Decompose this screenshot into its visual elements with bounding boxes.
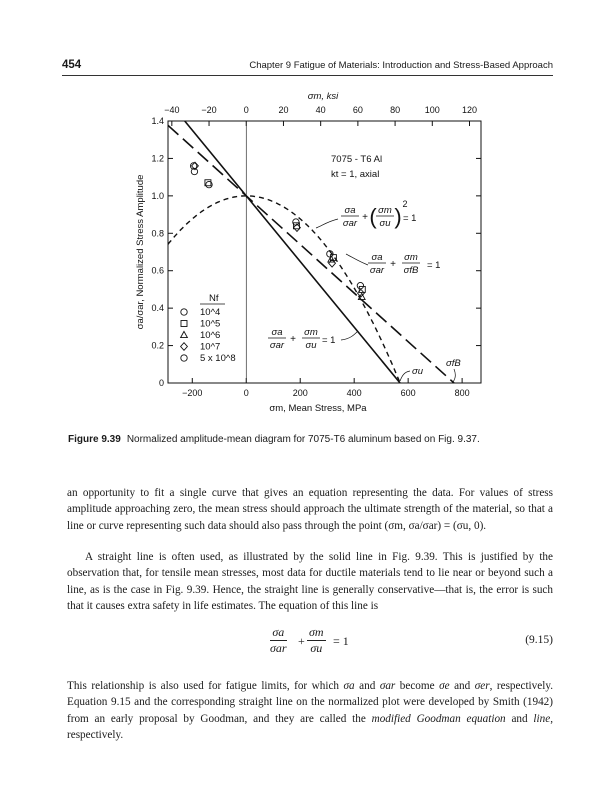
x-tick-label: −200 — [182, 388, 203, 398]
eq-numerator-1: σa — [270, 625, 287, 641]
fraction-amplitude — [270, 625, 287, 656]
x-tick-label: 800 — [454, 388, 470, 398]
legend-marker-square — [181, 321, 187, 327]
x-axis-label: σm, Mean Stress, MPa — [269, 403, 367, 414]
gerber-exponent: 2 — [402, 199, 408, 209]
p3-sym-2: σar — [379, 680, 396, 692]
top-tick-label: 60 — [352, 105, 363, 115]
morrow-leader — [346, 254, 368, 265]
material-label: 7075 - T6 Al — [331, 154, 383, 165]
goodman-plus: + — [290, 334, 296, 345]
top-tick-label: −20 — [201, 105, 217, 115]
eq-denominator-2: σu — [310, 641, 323, 655]
figure-caption — [68, 434, 568, 445]
goodman-term-a-denominator: σar — [269, 340, 285, 351]
top-axis-label: σm, ksi — [307, 91, 339, 102]
eq-rhs: = 1 — [333, 634, 349, 648]
eq-denominator-1: σar — [270, 641, 287, 655]
legend-marker-diamond — [181, 343, 188, 351]
p3-sym-1: σa — [343, 680, 355, 692]
eq-plus: + — [298, 634, 305, 648]
y-tick-label: 0.6 — [151, 265, 164, 276]
figure-caption-text: Normalized amplitude-mean diagram for 7075-T6 aluminum based on Fig. 9.37. — [126, 434, 480, 445]
sigma-u-label: σu — [412, 366, 424, 377]
top-tick-label: 40 — [315, 105, 326, 115]
goodman-equals: = 1 — [322, 335, 336, 346]
data-point-circle — [357, 282, 363, 288]
legend-entry: 10^7 — [200, 341, 221, 353]
paragraph-1: an opportunity to fit a single curve that gives an equation representing the data. For values of stress amplitude approaching zero, the mean stress should approach the ultimate strength of the material, so that a line or curve representing such data should also pass through the point (σm, σa/σar) = (σu, 0). — [67, 487, 553, 532]
top-tick-label: 0 — [243, 105, 249, 115]
goodman-leader — [341, 331, 358, 340]
gerber-term-m-denominator: σu — [379, 218, 391, 229]
eq-numerator-2: σm — [309, 625, 324, 639]
legend-marker-circle — [181, 355, 187, 361]
x-tick-label: 200 — [292, 388, 308, 398]
legend-entry: 10^6 — [200, 330, 221, 341]
running-title: Chapter 9 Fatigue of Materials: Introduction and Stress-Based Approach — [249, 60, 553, 71]
gerber-term-m-numerator: σm — [378, 205, 392, 216]
top-tick-label: 100 — [424, 105, 440, 115]
legend-marker-triangle — [181, 331, 188, 337]
gerber-plus: + — [362, 212, 368, 223]
top-tick-label: 20 — [278, 105, 289, 115]
top-tick-label: 80 — [390, 105, 401, 115]
gerber-paren-close: ) — [394, 204, 402, 229]
y-tick-label: 0.4 — [151, 303, 164, 314]
p3-text-g: and — [505, 712, 534, 725]
morrow-plus: + — [390, 259, 396, 270]
gerber-term-a-denominator: σar — [342, 218, 358, 229]
equation-9-15 — [0, 625, 613, 659]
p3-text-e: , respectively. Equation 9.15 and the corresponding straight line on the normalized plot were developed by Smith (1942) from an early proposal by Goodman, and they are called the — [67, 680, 553, 725]
p3-term-line: line — [533, 712, 551, 725]
paragraph-3 — [67, 678, 553, 743]
figure-label: Figure 9.39 — [68, 434, 121, 445]
y-tick-label: 0.8 — [151, 228, 164, 239]
gerber-paren-open: ( — [369, 204, 377, 229]
y-tick-label: 1.4 — [151, 116, 164, 126]
y-tick-label: 1.2 — [151, 153, 164, 164]
p3-text-b: and — [354, 680, 380, 692]
p3-sym-4: σer — [474, 680, 490, 692]
goodman-term-m-numerator: σm — [304, 327, 318, 338]
x-tick-label: 600 — [400, 388, 416, 398]
condition-label: kt = 1, axial — [331, 169, 380, 180]
p3-text-i: , respectively. — [67, 712, 553, 741]
morrow-term-m-denominator: σfB — [403, 265, 419, 276]
x-tick-label: 0 — [243, 388, 249, 398]
legend-marker-circle — [181, 309, 187, 315]
morrow-term-m-numerator: σm — [404, 252, 418, 263]
goodman-term-m-denominator: σu — [305, 340, 317, 351]
morrow-term-a-numerator: σa — [371, 252, 383, 263]
y-tick-label: 0.2 — [151, 340, 164, 351]
goodman-term-a-numerator: σa — [271, 327, 283, 338]
fraction-mean — [307, 625, 326, 656]
p3-text-d: and — [449, 680, 475, 692]
morrow-equals: = 1 — [427, 260, 441, 271]
x-tick-label: 400 — [346, 388, 362, 398]
p3-sym-3: σe — [439, 680, 450, 692]
legend-entry: 10^5 — [200, 318, 221, 330]
top-tick-label: 120 — [461, 105, 478, 115]
p3-term-modified-goodman-equation: modified Goodman equation — [371, 712, 506, 725]
p3-text-a: This relationship is also used for fatigue limits, for which — [67, 680, 344, 692]
gerber-equals: = 1 — [403, 213, 417, 224]
gerber-leader — [316, 219, 338, 228]
equation-number: (9.15) — [525, 634, 553, 646]
y-tick-label: 0 — [158, 378, 164, 388]
morrow-term-a-denominator: σar — [369, 265, 385, 276]
page-number: 454 — [62, 59, 82, 71]
p3-text-c: become — [395, 680, 440, 692]
legend-entry: 5 x 10^8 — [200, 353, 236, 364]
legend-entry: 10^4 — [200, 307, 221, 318]
gerber-term-a-numerator: σa — [344, 205, 356, 216]
sigma-fb-label: σfB — [446, 358, 461, 369]
paragraph-2: A straight line is often used, as illustrated by the solid line in Fig. 9.39. This is justified by the observation that, for tensile mean stresses, most data for ductile materials tend to lie near or beyond such a line, as is the case in Fig. 9.39. Hence, the straight line is generally conservative—that is, the error is such that it causes extra safety in life estimates. The equation of this line is — [67, 551, 553, 612]
top-tick-label: −40 — [164, 105, 180, 115]
y-axis-label: σa/σar, Normalized Stress Amplitude — [135, 174, 146, 330]
legend-title: Nf — [209, 293, 219, 304]
y-tick-label: 1.0 — [151, 190, 164, 201]
